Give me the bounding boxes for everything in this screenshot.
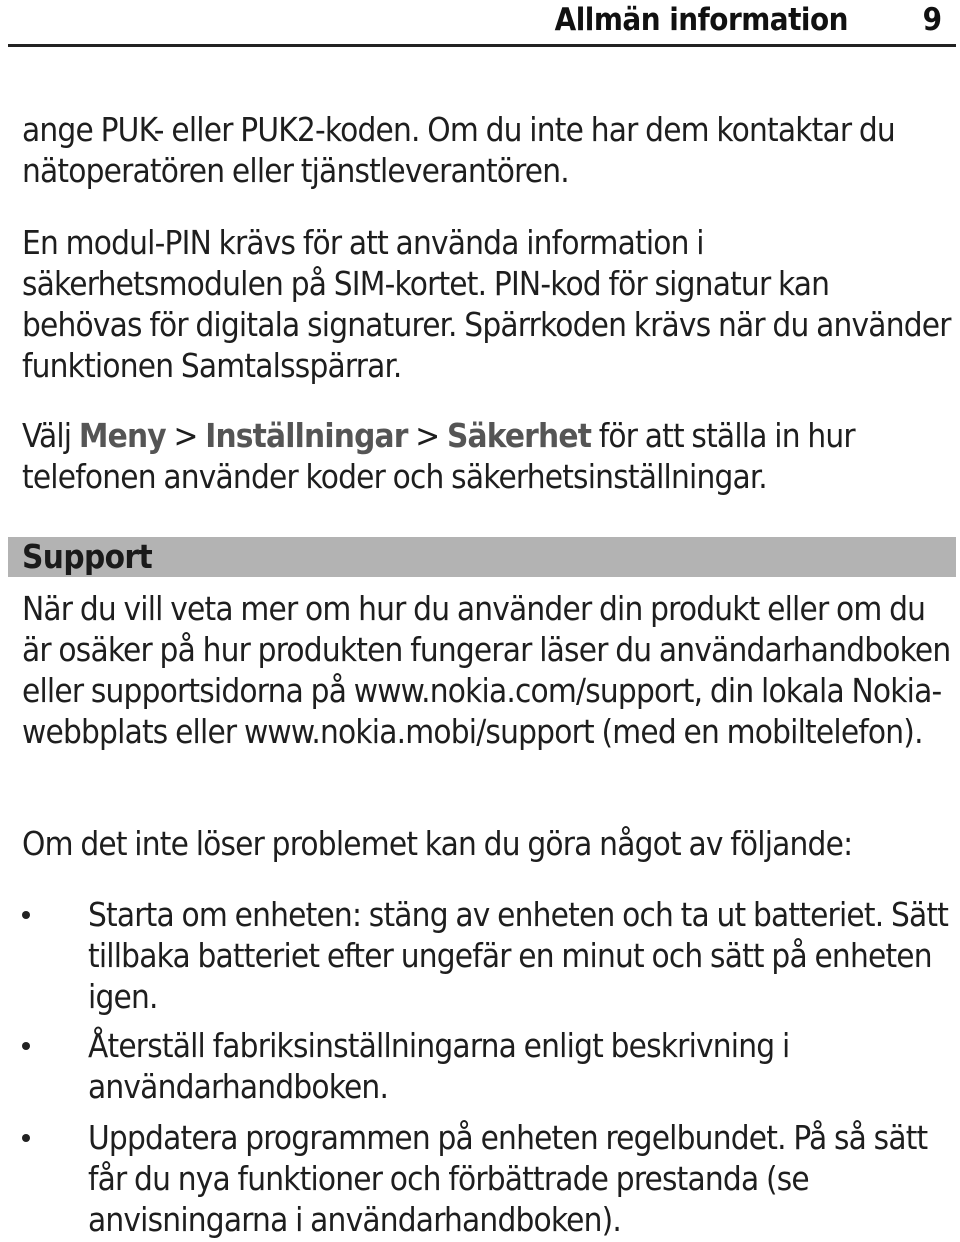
paragraph-menu-path (22, 415, 952, 497)
list-item-text: Uppdatera programmen på enheten regelbundet. På så sätt får du nya funktioner och förbättrade prestanda (se anvisningarna i användarhandboken). (88, 1118, 928, 1239)
menu-item-installningar: Inställningar (205, 416, 408, 455)
list-item-text: Återställ fabriksinställningarna enligt beskrivning i användarhandboken. (88, 1026, 790, 1106)
menu-item-sakerhet: Säkerhet (446, 416, 592, 455)
chapter-title: Allmän information (554, 2, 848, 38)
bullet-icon (22, 911, 30, 919)
bullet-icon (22, 1042, 30, 1050)
menu-path-suffix: för att ställa in hur telefonen använder koder och säkerhetsinställningar. (22, 416, 855, 496)
page-number: 9 (922, 2, 942, 38)
section-heading-bar (8, 537, 956, 577)
paragraph-support-intro: Om det inte löser problemet kan du göra något av följande: (22, 824, 853, 863)
menu-path-prefix: Välj (22, 416, 79, 455)
menu-path-separator: > (407, 416, 447, 455)
bullet-icon (22, 1134, 30, 1142)
paragraph-support: När du vill veta mer om hur du använder din produkt eller om du är osäker på hur produkten fungerar läser du användarhandboken eller supportsidorna på www.nokia.com/support, din lokala Nokia-webbplats eller www.nokia.mobi/support (med en mobiltelefon). (22, 589, 951, 751)
paragraph-module-pin: En modul-PIN krävs för att använda information i säkerhetsmodulen på SIM-kortet. PIN-kod för signatur kan behövas för digitala signaturer. Spärrkoden krävs när du använder funktionen Samtalsspärrar. (22, 223, 951, 385)
paragraph-puk: ange PUK- eller PUK2-koden. Om du inte har dem kontaktar du nätoperatören eller tjänstleverantören. (22, 110, 895, 190)
section-heading: Support (22, 537, 153, 576)
menu-item-meny: Meny (78, 416, 166, 455)
page-header (8, 0, 956, 47)
list-item-text: Starta om enheten: stäng av enheten och ta ut batteriet. Sätt tillbaka batteriet efter ungefär en minut och sätt på enheten igen. (88, 895, 949, 1016)
menu-path-separator: > (165, 416, 206, 455)
